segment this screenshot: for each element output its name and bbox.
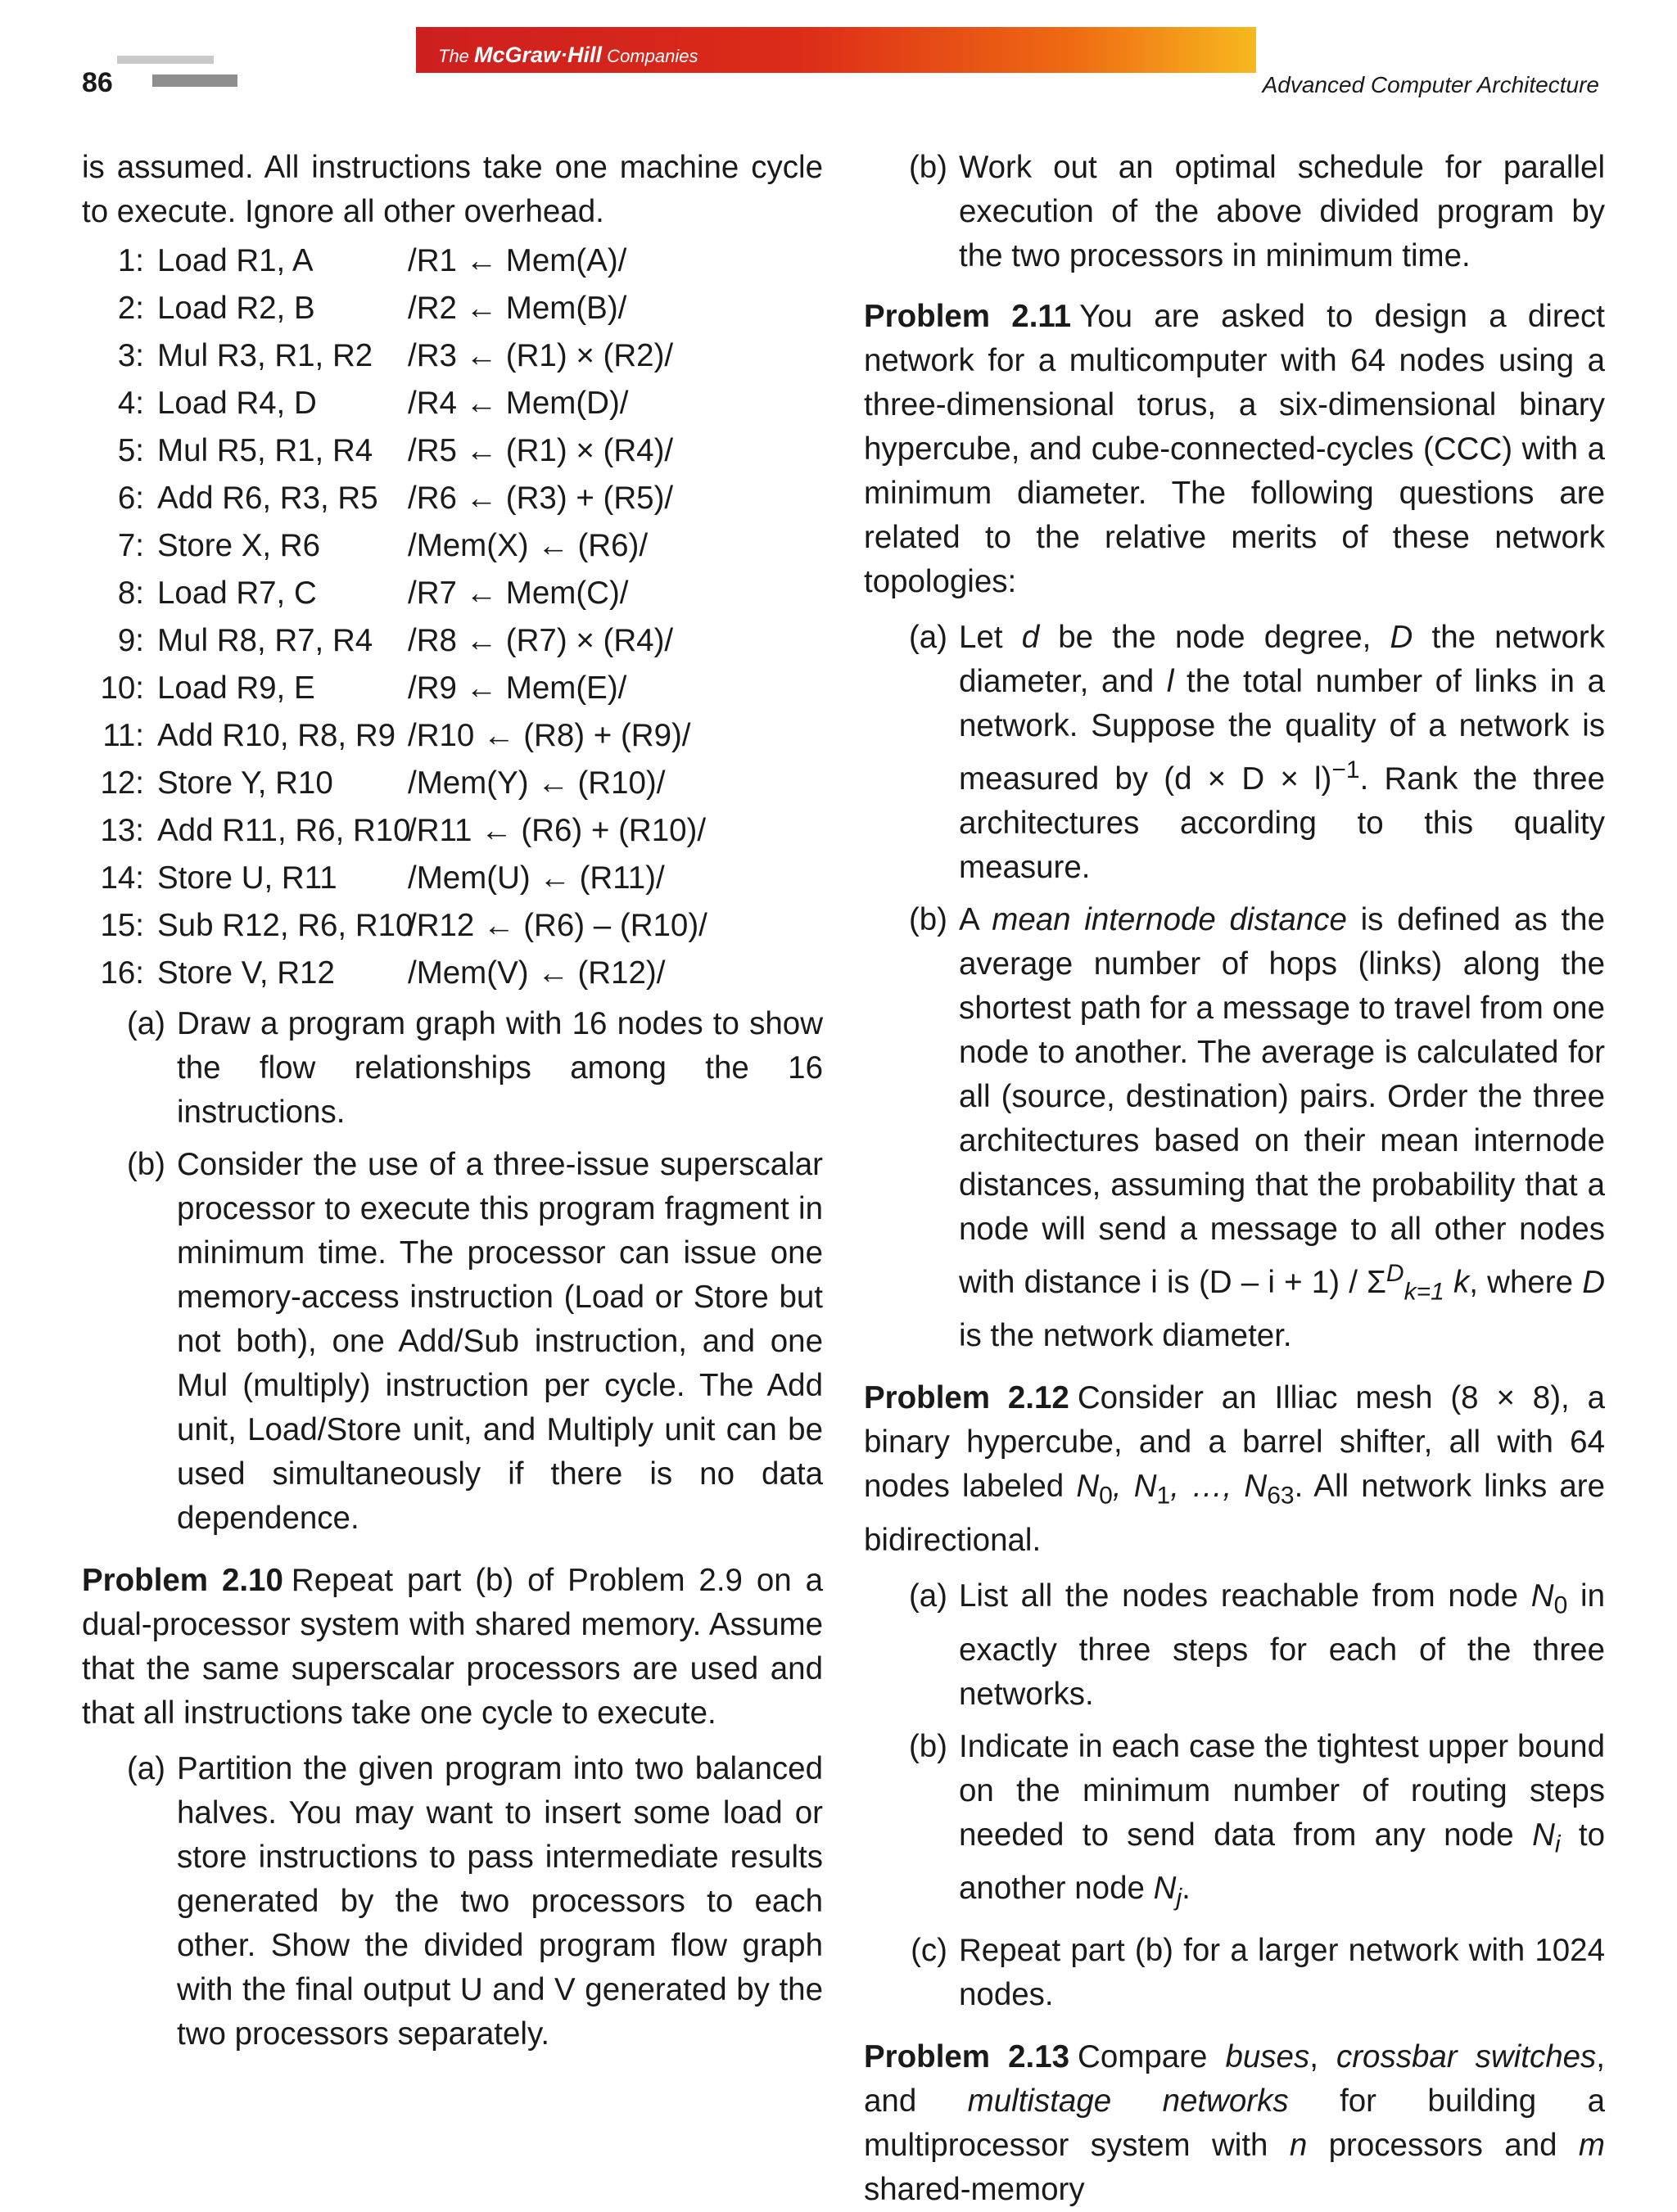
instruction-row: 8: Load R7, C /R7 ← Mem(C)/ [117, 576, 629, 611]
instruction-row: 2: Load R2, B /R2 ← Mem(B)/ [117, 291, 627, 326]
problem-2-11-title: Problem 2.11 [864, 299, 1072, 334]
problem-2-10-part-a: (a) Partition the given program into two balanced halves. You may want to insert some load or store instructions to pass intermediate results generated by the two processors to each other. Show the divided program flow graph with the final output U and V generated by the two processors separately. [126, 1751, 823, 2052]
page-number: 86 [82, 67, 113, 98]
instruction-row: 4: Load R4, D /R4 ← Mem(D)/ [117, 386, 629, 421]
problem-2-13-title: Problem 2.13 [864, 2039, 1070, 2075]
instruction-row: 10: Load R9, E /R9 ← Mem(E)/ [100, 670, 627, 706]
instruction-row: 5: Mul R5, R1, R4 /R5 ← (R1) × (R4)/ [117, 433, 674, 468]
right-column [864, 146, 1605, 2212]
header-decor-bar-light [117, 56, 214, 64]
quality-formula: (d × D × l) [1164, 761, 1332, 797]
instruction-row: 1: Load R1, A /R1 ← Mem(A)/ [117, 243, 627, 278]
instruction-row: 16: Store V, R12 /Mem(V) ← (R12)/ [100, 955, 666, 991]
header-decor-bar-dark [152, 74, 237, 87]
instruction-row: 9: Mul R8, R7, R4 /R8 ← (R7) × (R4)/ [117, 623, 674, 658]
instruction-row: 12: Store Y, R10 /Mem(Y) ← (R10)/ [100, 765, 666, 801]
problem-2-12-part-c: (c) Repeat part (b) for a larger network with 1024 nodes. [911, 1933, 1605, 2013]
problem-2-11: Problem 2.11 You are asked to design a direct network for a multicomputer with 64 nodes using a three-dimensional torus, a six-dimensional binary hypercube, and cube-connected-cycles (CCC) with a minimum diameter. The following questions are related to the relative merits of these network topologies: [864, 299, 1605, 599]
problem-2-12: Problem 2.12 Consider an Illiac mesh (8 × 8), a binary hypercube, and a barrel shifter, all with 64 nodes labeled $N_0$, $N_1$, …, $N_{63}$. All network links are bidirectional. [864, 1380, 1606, 1559]
instruction-row: 6: Add R6, R3, R5 /R6 ← (R3) + (R5)/ [117, 481, 674, 516]
instruction-row: 13: Add R11, R6, R10 /R11 ← (R6) + (R10)/ [100, 813, 707, 848]
problem-2-10-part-b: (b) Work out an optimal schedule for parallel execution of the above divided program by the two processors in minimum time. [908, 150, 1605, 273]
instruction-row: 11: Add R10, R8, R9 /R10 ← (R8) + (R9)/ [102, 718, 691, 753]
intro-paragraph: is assumed. All instructions take one machine cycle to execute. Ignore all other overhead. [82, 150, 823, 229]
problem-2-10: Problem 2.10 Repeat part (b) of Problem 2.9 on a dual-processor system with shared memory. Assume that the same superscalar processors are used and that all instructions take one cycle to execute. [82, 1563, 823, 1731]
instruction-row: 3: Mul R3, R1, R2 /R3 ← (R1) × (R2)/ [117, 338, 674, 373]
instruction-listing [82, 237, 823, 997]
instruction-row: 7: Store X, R6 /Mem(X) ← (R6)/ [117, 528, 649, 563]
publisher-logo: The McGraw·Hill Companies [438, 43, 698, 67]
problem-2-10-title: Problem 2.10 [82, 1563, 283, 1598]
problem-2-9-part-a: (a) Draw a program graph with 16 nodes to show the flow relationships among the 16 instructions. [126, 1006, 823, 1130]
probability-formula: (D – i + 1) / Σ [1198, 1264, 1386, 1300]
problem-2-13: Problem 2.13 Compare buses, crossbar switches, and multistage networks for building a multiprocessor system with n processors and m shared-memory [864, 2039, 1605, 2208]
problem-2-9-part-b: (b) Consider the use of a three-issue superscalar processor to execute this program fragment in minimum time. The processor can issue one memory-access instruction (Load or Store but not both), one Add/Sub instruction, and one Mul (multiply) instruction per cycle. The Add unit, Load/Store unit, and Multiply unit can be used simultaneously if there is no data dependence. [126, 1147, 823, 1536]
problem-2-11-part-b: (b) A mean internode distance is defined as the average number of hops (links) along the shortest path for a message to travel from one node to another. The average is calculated for all (source, destination) pairs. Order the three architectures based on their mean internode distances, assuming that the probability that a node will send a message to all other nodes with distance i is $(D - i + 1) / \Sigma^D_{k=1}$ k, where D is the network diameter. [908, 901, 1606, 1354]
problem-2-11-part-a: (a) Let d be the node degree, D the network diameter, and l the total number of links in a network. Suppose the quality of a network is measured by $(d \times D \times l)^{-1}$. Rank the three architectures according to this quality measure. [908, 620, 1605, 885]
problem-2-12-part-b: (b) Indicate in each case the tightest upper bound on the minimum number of routing steps needed to send data from any node $N_i$ to another node $N_j$. [908, 1728, 1605, 1912]
instruction-row: 14: Store U, R11 /Mem(U) ← (R11)/ [100, 860, 665, 896]
running-head: Advanced Computer Architecture [1262, 72, 1599, 97]
problem-2-12-part-a: (a) List all the nodes reachable from node $N_0$ in exactly three steps for each of the three networks. [908, 1578, 1606, 1712]
left-column [82, 146, 823, 2065]
problem-2-12-title: Problem 2.12 [864, 1380, 1069, 1416]
instruction-row: 15: Sub R12, R6, R10 /R12 ← (R6) – (R10)/ [100, 908, 707, 943]
